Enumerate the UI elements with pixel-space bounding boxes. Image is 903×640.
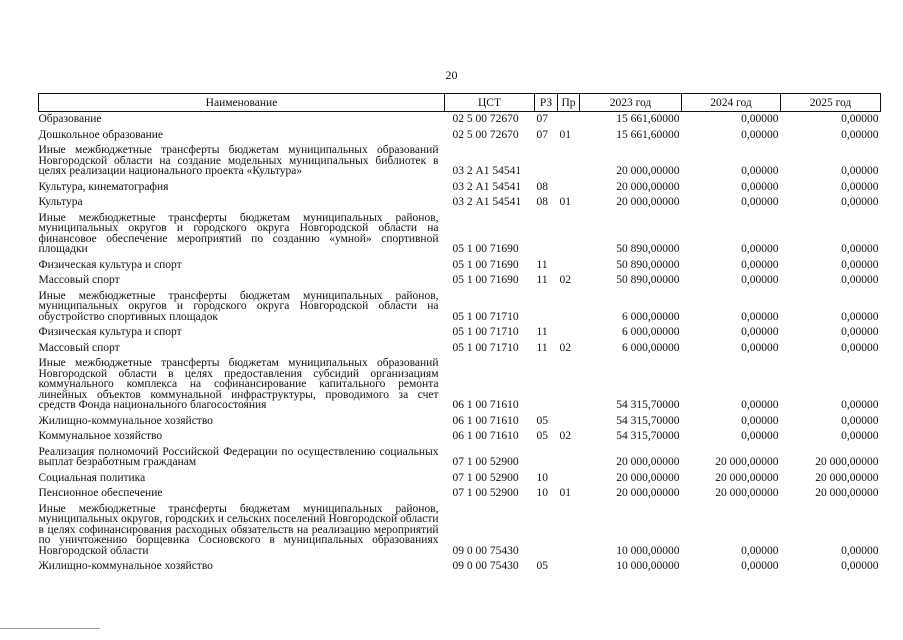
table-row <box>39 143 881 180</box>
row-subsection-code <box>558 112 580 128</box>
row-amount-2024: 0,00000 <box>741 310 779 323</box>
row-section-code: 07 <box>536 128 548 141</box>
table-row <box>39 356 881 414</box>
row-cst-code: 03 2 А1 54541 <box>452 180 522 193</box>
row-cst-code: 06 1 00 71610 <box>452 430 519 442</box>
row-amount-2025: 0,00000 <box>841 430 879 442</box>
row-amount-2025: 0,00000 <box>841 326 879 338</box>
row-amount-2023: 50 890,00000 <box>616 243 680 255</box>
header-2023: 2023 год <box>580 94 682 112</box>
row-name: Коммунальное хозяйство <box>38 430 163 442</box>
footer-divider <box>0 628 100 629</box>
row-subsection-code <box>558 471 580 487</box>
row-subsection-code <box>558 502 580 560</box>
row-name: Физическая культура и спорт <box>38 258 182 271</box>
row-amount-2023: 20 000,00000 <box>616 196 680 208</box>
row-amount-2024: 0,00000 <box>741 165 779 177</box>
table-row <box>39 559 881 575</box>
row-section-code: 08 <box>536 196 548 208</box>
row-amount-2025: 0,00000 <box>841 196 879 208</box>
row-amount-2025: 20 000,00000 <box>815 456 879 468</box>
row-name: Культура <box>38 196 83 208</box>
row-amount-2025: 0,00000 <box>841 310 879 323</box>
row-name: Дошкольное образование <box>38 128 164 141</box>
row-name: Культура, кинематография <box>38 180 169 193</box>
row-amount-2023: 20 000,00000 <box>616 165 680 177</box>
budget-table-container <box>38 93 880 575</box>
row-name: Пенсионное обеспечение <box>38 487 163 499</box>
row-subsection-code: 01 <box>559 487 571 499</box>
row-cst-code: 07 1 00 52900 <box>452 456 519 468</box>
table-body <box>39 112 881 575</box>
row-amount-2025: 0,00000 <box>841 544 879 557</box>
row-subsection-code <box>558 356 580 414</box>
header-name: Наименование <box>39 94 445 112</box>
row-section-code: 11 <box>536 258 548 271</box>
row-name: Иные межбюджетные трансферты бюджетам муниципальных образований Новгородской области в целях предоставления субсидий организациям коммунального комплекса на софинансирование капитального ремонта линейных объектов коммунальной инфраструктуры, проводимого за счет средств Фонда национального благосостояния <box>38 357 439 411</box>
row-amount-2025: 0,00000 <box>841 258 879 271</box>
row-cst-code: 06 1 00 71610 <box>452 399 519 411</box>
row-cst-code: 07 1 00 52900 <box>452 471 519 484</box>
row-amount-2023: 20 000,00000 <box>616 471 680 484</box>
row-amount-2023: 6 000,00000 <box>622 341 680 354</box>
row-amount-2023: 10 000,00000 <box>616 544 680 557</box>
table-row <box>39 502 881 560</box>
row-section-code <box>535 211 558 258</box>
table-header <box>39 94 881 112</box>
row-amount-2023: 54 315,70000 <box>616 414 680 427</box>
row-cst-code: 05 1 00 71710 <box>452 326 519 338</box>
row-cst-code: 07 1 00 52900 <box>452 487 519 499</box>
header-2024: 2024 год <box>682 94 781 112</box>
row-name: Массовый спорт <box>38 274 120 286</box>
row-name: Иные межбюджетные трансферты бюджетам муниципальных районов, муниципальных округов, городских и сельских поселений Новгородской области в целях софинансирования расходных обязательств на реализацию мероприятий по уничтожению борщевика Сосновского в муниципальных образованиях Новгородской области <box>38 502 439 557</box>
row-cst-code: 05 1 00 71710 <box>452 341 519 354</box>
row-amount-2024: 0,00000 <box>741 341 779 354</box>
row-cst-code: 03 2 А1 54541 <box>452 165 522 177</box>
row-amount-2024: 0,00000 <box>741 243 779 255</box>
row-section-code <box>535 356 558 414</box>
table-row <box>39 414 881 430</box>
row-name: Массовый спорт <box>38 341 120 354</box>
row-amount-2025: 0,00000 <box>841 128 879 141</box>
row-amount-2025: 20 000,00000 <box>815 471 879 484</box>
row-section-code <box>535 289 558 326</box>
row-section-code: 07 <box>536 113 548 125</box>
table-row <box>39 180 881 196</box>
header-pr: Пр <box>558 94 580 112</box>
row-amount-2023: 54 315,70000 <box>616 430 680 442</box>
row-section-code: 05 <box>536 414 548 427</box>
row-amount-2025: 0,00000 <box>841 180 879 193</box>
row-amount-2025: 0,00000 <box>841 399 879 411</box>
row-amount-2023: 6 000,00000 <box>622 326 680 338</box>
table-row <box>39 273 881 289</box>
table-row <box>39 325 881 341</box>
row-amount-2023: 20 000,00000 <box>616 487 680 499</box>
row-amount-2023: 50 890,00000 <box>616 274 680 286</box>
row-section-code: 11 <box>536 326 548 338</box>
row-name: Жилищно-коммунальное хозяйство <box>38 560 213 572</box>
row-amount-2024: 0,00000 <box>741 560 779 572</box>
row-subsection-code: 02 <box>559 341 571 354</box>
row-amount-2024: 0,00000 <box>741 128 779 141</box>
row-amount-2024: 0,00000 <box>741 180 779 193</box>
row-name: Иные межбюджетные трансферты бюджетам муниципальных районов, муниципальных округов и городского округа Новгородской области на обустройство спортивных площадок <box>38 289 439 323</box>
row-subsection-code: 01 <box>559 196 571 208</box>
row-section-code: 11 <box>536 274 548 286</box>
header-rz: РЗ <box>535 94 558 112</box>
row-section-code <box>535 502 558 560</box>
row-cst-code: 09 0 00 75430 <box>452 560 519 572</box>
row-name: Социальная политика <box>38 471 146 484</box>
row-cst-code: 05 1 00 71690 <box>452 274 519 286</box>
row-amount-2023: 54 315,70000 <box>616 399 680 411</box>
row-name: Физическая культура и спорт <box>38 326 182 338</box>
row-amount-2024: 0,00000 <box>741 414 779 427</box>
row-amount-2025: 0,00000 <box>841 274 879 286</box>
row-subsection-code <box>558 559 580 575</box>
row-name: Реализация полномочий Российской Федерации по осуществлению социальных выплат безработным гражданам <box>38 445 439 468</box>
row-amount-2025: 0,00000 <box>841 341 879 354</box>
row-cst-code: 02 5 00 72670 <box>452 113 519 125</box>
row-section-code: 08 <box>536 180 548 193</box>
row-subsection-code: 02 <box>559 274 571 286</box>
row-name: Иные межбюджетные трансферты бюджетам муниципальных образований Новгородской области на создание модельных муниципальных библиотек в целях реализации национального проекта «Культура» <box>38 144 439 177</box>
table-row <box>39 341 881 357</box>
row-amount-2024: 0,00000 <box>741 196 779 208</box>
row-amount-2025: 0,00000 <box>841 243 879 255</box>
row-section-code: 05 <box>536 560 548 572</box>
row-name: Жилищно-коммунальное хозяйство <box>38 414 213 427</box>
row-amount-2023: 15 661,60000 <box>616 128 680 141</box>
row-amount-2024: 0,00000 <box>741 544 779 557</box>
table-row <box>39 211 881 258</box>
row-section-code: 10 <box>536 487 548 499</box>
table-row <box>39 195 881 211</box>
row-amount-2023: 15 661,60000 <box>616 113 680 125</box>
row-amount-2024: 20 000,00000 <box>715 487 779 499</box>
row-cst-code: 05 1 00 71710 <box>452 310 519 323</box>
row-amount-2024: 0,00000 <box>741 326 779 338</box>
row-amount-2023: 20 000,00000 <box>616 180 680 193</box>
row-name: Образование <box>38 113 102 125</box>
row-cst-code: 09 0 00 75430 <box>452 544 519 557</box>
row-section-code: 11 <box>536 341 548 354</box>
row-subsection-code <box>558 180 580 196</box>
row-cst-code: 02 5 00 72670 <box>452 128 519 141</box>
table-row <box>39 429 881 445</box>
row-amount-2025: 0,00000 <box>841 165 879 177</box>
row-amount-2023: 6 000,00000 <box>622 310 680 323</box>
row-cst-code: 05 1 00 71690 <box>452 243 519 255</box>
row-subsection-code <box>558 414 580 430</box>
row-amount-2023: 20 000,00000 <box>616 456 680 468</box>
page-number: 20 <box>445 68 458 82</box>
row-amount-2023: 10 000,00000 <box>616 560 680 572</box>
row-subsection-code: 02 <box>559 430 571 442</box>
row-amount-2025: 0,00000 <box>841 560 879 572</box>
table-row <box>39 112 881 128</box>
row-amount-2024: 0,00000 <box>741 399 779 411</box>
row-amount-2024: 0,00000 <box>741 274 779 286</box>
budget-table <box>38 93 881 575</box>
row-section-code: 10 <box>536 471 548 484</box>
row-amount-2024: 0,00000 <box>741 258 779 271</box>
table-row <box>39 471 881 487</box>
row-section-code: 05 <box>536 430 548 442</box>
table-row <box>39 128 881 144</box>
row-amount-2025: 0,00000 <box>841 414 879 427</box>
row-subsection-code <box>558 258 580 274</box>
header-cst: ЦСТ <box>445 94 535 112</box>
row-section-code <box>535 143 558 180</box>
table-row <box>39 289 881 326</box>
table-row <box>39 445 881 471</box>
row-subsection-code <box>558 325 580 341</box>
table-row <box>39 486 881 502</box>
row-amount-2024: 20 000,00000 <box>715 456 779 468</box>
table-row <box>39 258 881 274</box>
row-cst-code: 06 1 00 71610 <box>452 414 519 427</box>
row-amount-2025: 0,00000 <box>841 113 879 125</box>
row-cst-code: 05 1 00 71690 <box>452 258 519 271</box>
row-amount-2024: 20 000,00000 <box>715 471 779 484</box>
header-2025: 2025 год <box>781 94 881 112</box>
row-subsection-code <box>558 143 580 180</box>
row-cst-code: 03 2 А1 54541 <box>452 196 522 208</box>
row-amount-2024: 0,00000 <box>741 430 779 442</box>
row-amount-2025: 20 000,00000 <box>815 487 879 499</box>
row-section-code <box>535 445 558 471</box>
row-amount-2023: 50 890,00000 <box>616 258 680 271</box>
row-amount-2024: 0,00000 <box>741 113 779 125</box>
row-subsection-code <box>558 445 580 471</box>
row-subsection-code <box>558 289 580 326</box>
row-name: Иные межбюджетные трансферты бюджетам муниципальных районов, муниципальных округов и городского округа Новгородской области на финансовое обеспечение мероприятий по созданию «умной» спортивной площадки <box>38 211 439 255</box>
row-subsection-code: 01 <box>559 128 571 141</box>
row-subsection-code <box>558 211 580 258</box>
